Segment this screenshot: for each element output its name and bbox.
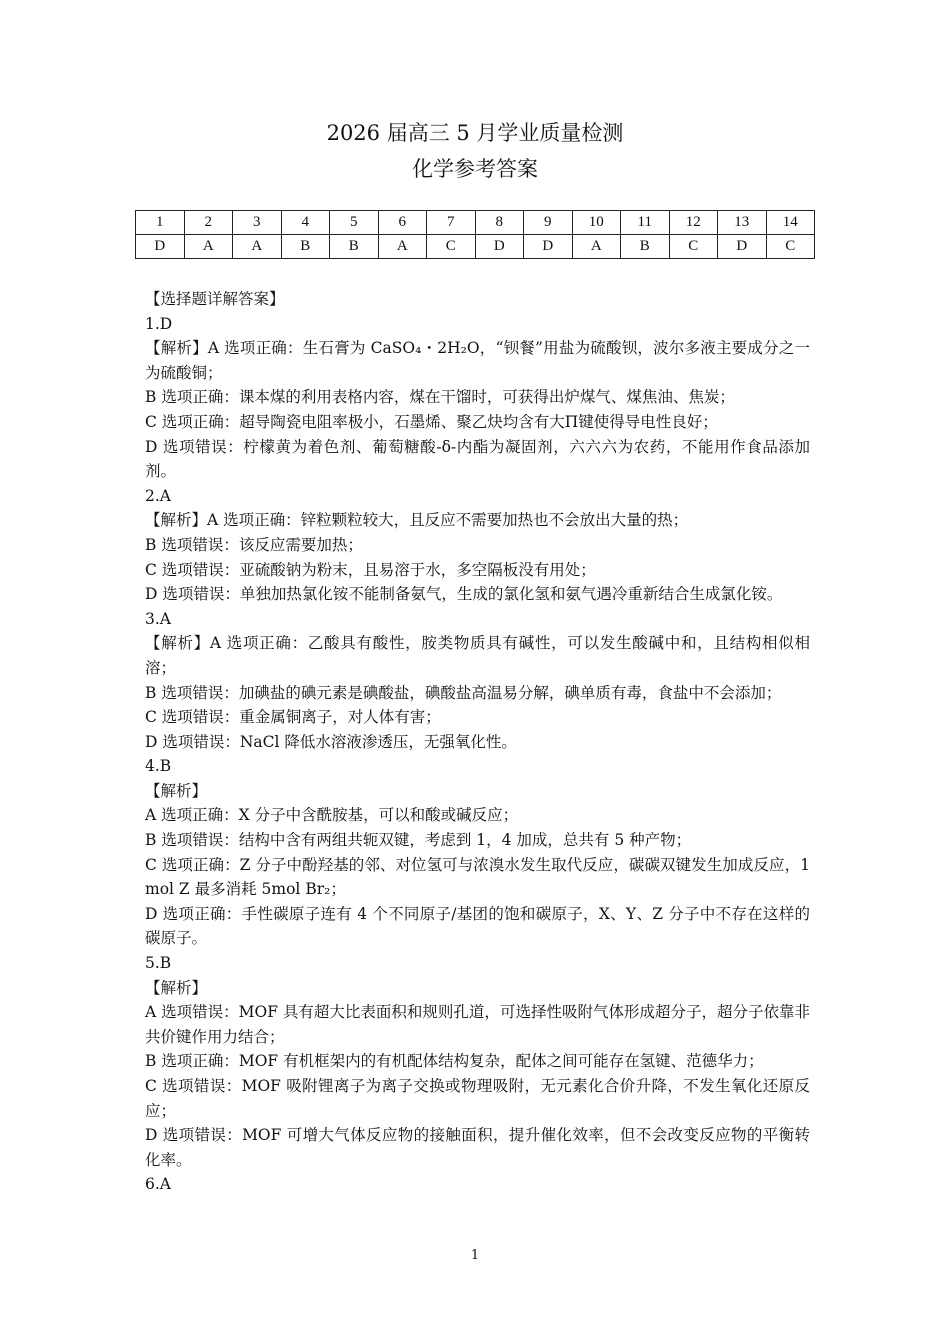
explanation-line: A 选项正确：X 分子中含酰胺基，可以和酸或碱反应；	[145, 806, 519, 825]
explanation-line: 2.A	[145, 486, 171, 505]
question-number-cell: 1	[136, 211, 185, 235]
explanation-line: D 选项错误：单独加热氯化铵不能制备氨气，生成的氯化氢和氨气遇冷重新结合生成氯化铵。	[145, 585, 783, 604]
explanation-line: 【解析】A 选项正确：乙酸具有酸性，胺类物质具有碱性，可以发生酸碱中和，且结构相似相溶；	[145, 634, 810, 677]
answer-cell: C	[766, 235, 815, 259]
explanation-line: 5.B	[145, 954, 172, 973]
question-number-cell: 9	[524, 211, 573, 235]
explanation-line: 【解析】A 选项正确：锌粒颗粒较大，且反应不需要加热也不会放出大量的热；	[145, 511, 689, 530]
explanation-line: D 选项错误：MOF 可增大气体反应物的接触面积，提升催化效率，但不会改变反应物的平衡转化率。	[145, 1126, 810, 1169]
explanation-line: C 选项错误：亚硫酸钠为粉末，且易溶于水，多空隔板没有用处；	[145, 560, 596, 579]
explanation-line: B 选项错误：该反应需要加热；	[145, 535, 363, 554]
question-number-cell: 12	[669, 211, 718, 235]
answer-cell: B	[330, 235, 379, 259]
explanation-line: 3.A	[145, 609, 171, 628]
answer-cell: D	[524, 235, 573, 259]
question-number-cell: 5	[330, 211, 379, 235]
answer-cell: B	[281, 235, 330, 259]
question-number-cell: 3	[233, 211, 282, 235]
question-number-cell: 7	[427, 211, 476, 235]
explanation-line: C 选项错误：MOF 吸附锂离子为离子交换或物理吸附，无元素化合价升降，不发生氧化还原反应；	[145, 1077, 810, 1120]
question-number-cell: 8	[475, 211, 524, 235]
explanation-line: D 选项错误：NaCl 降低水溶液渗透压，无强氧化性。	[145, 732, 517, 751]
question-number-cell: 13	[718, 211, 767, 235]
explanation-line: B 选项错误：加碘盐的碘元素是碘酸盐，碘酸盐高温易分解，碘单质有毒，食盐中不会添加；	[145, 683, 782, 702]
section-heading: 【选择题详解答案】	[145, 290, 285, 308]
answer-cell: C	[427, 235, 476, 259]
explanation-line: 【解析】	[145, 781, 208, 800]
explanation-line: B 选项正确：MOF 有机框架内的有机配体结构复杂，配体之间可能存在氢键、范德华力；	[145, 1052, 764, 1071]
explanation-lines	[145, 312, 810, 1197]
question-number-cell: 6	[378, 211, 427, 235]
answer-table	[135, 210, 815, 259]
answer-cell: B	[621, 235, 670, 259]
question-number-cell: 2	[184, 211, 233, 235]
explanation-line: 4.B	[145, 757, 172, 776]
page-subtitle: 化学参考答案	[412, 157, 538, 181]
page-number: 1	[470, 1248, 480, 1263]
explanation-line: C 选项错误：重金属铜离子，对人体有害；	[145, 708, 441, 727]
answer-cell: D	[718, 235, 767, 259]
explanation-line: B 选项正确：课本煤的利用表格内容，煤在干馏时，可获得出炉煤气、煤焦油、焦炭；	[145, 388, 735, 407]
answer-cell: A	[378, 235, 427, 259]
explanation-line: D 选项正确：手性碳原子连有 4 个不同原子/基团的饱和碳原子，X、Y、Z 分子中不存在这样的碳原子。	[145, 904, 810, 948]
explanation-line: A 选项错误：MOF 具有超大比表面积和规则孔道，可选择性吸附气体形成超分子，超分子依靠非共价键作用力结合；	[145, 1003, 810, 1046]
explanation-content	[145, 287, 810, 1197]
answer-cell: A	[572, 235, 621, 259]
explanation-line: B 选项错误：结构中含有两组共轭双键，考虑到 1，4 加成，总共有 5 种产物；	[145, 831, 692, 850]
question-number-cell: 11	[621, 211, 670, 235]
question-number-cell: 14	[766, 211, 815, 235]
question-number-cell: 10	[572, 211, 621, 235]
explanation-line: 6.A	[145, 1175, 171, 1194]
explanation-line: D 选项错误：柠檬黄为着色剂、葡萄糖酸-δ-内酯为凝固剂，六六六为农药，不能用作食品添加剂。	[145, 437, 810, 481]
answer-cell: A	[184, 235, 233, 259]
explanation-line: C 选项正确：Z 分子中酚羟基的邻、对位氢可与浓溴水发生取代反应，碳碳双键发生加成反应，1 mol Z 最多消耗 5mol Br₂；	[145, 855, 810, 899]
answer-table-answer-row	[136, 235, 815, 259]
answer-cell: A	[233, 235, 282, 259]
explanation-line: 【解析】	[145, 978, 208, 997]
page-title: 2026 届高三 5 月学业质量检测	[326, 121, 624, 145]
answer-cell: C	[669, 235, 718, 259]
explanation-line: 1.D	[145, 314, 173, 333]
explanation-line: 【解析】A 选项正确：生石膏为 CaSO₄・2H₂O，“钡餐”用盐为硫酸钡，波尔多液主要成分之一为硫酸铜；	[145, 339, 810, 382]
explanation-line: C 选项正确：超导陶瓷电阻率极小，石墨烯、聚乙炔均含有大Π键使得导电性良好；	[145, 412, 718, 431]
answer-cell: D	[136, 235, 185, 259]
answer-table-number-row	[136, 211, 815, 235]
question-number-cell: 4	[281, 211, 330, 235]
answer-cell: D	[475, 235, 524, 259]
